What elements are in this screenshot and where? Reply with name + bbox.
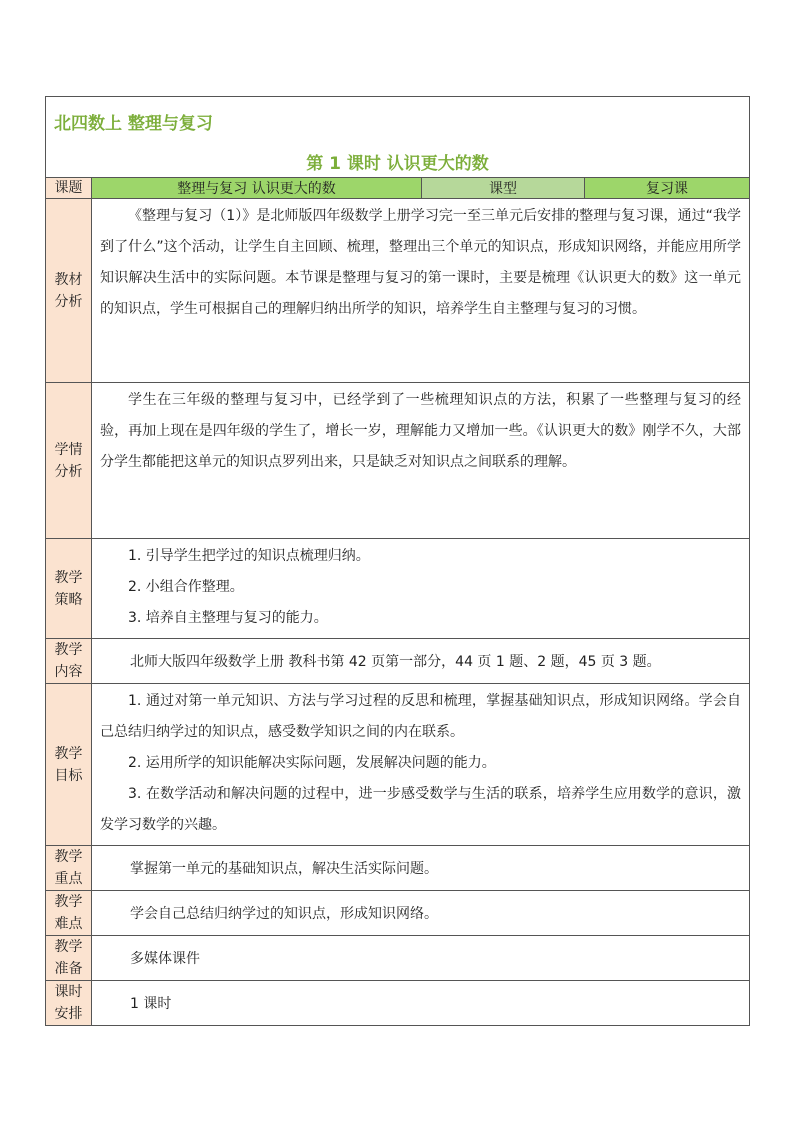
goals-cell [92,684,750,846]
lesson-plan-sheet [45,96,749,1026]
strategy-item: 2. 小组合作整理。 [128,579,244,595]
preparation-text: 多媒体课件 [130,951,200,967]
key-points-label [46,846,92,891]
difficulties-label [46,891,92,936]
preparation-label [46,936,92,981]
schedule-text: 1 课时 [130,996,172,1012]
difficulties-label-text: 教学难点 [54,894,83,932]
title-cell [46,97,750,178]
strategy-cell [92,539,750,639]
schedule-label [46,981,92,1026]
goals-label-text: 教学目标 [54,745,83,784]
key-points-text: 掌握第一单元的基础知识点，解决生活实际问题。 [130,861,438,877]
goals-label [46,684,92,846]
strategy-item: 1. 引导学生把学过的知识点梳理归纳。 [128,548,370,564]
strategy-label-text: 教学策略 [54,569,83,608]
strategy-item: 3. 培养自主整理与复习的能力。 [128,610,328,626]
preparation-label-text: 教学准备 [54,939,83,977]
difficulties-text: 学会自己总结归纳学过的知识点，形成知识网络。 [130,906,438,922]
textbook-analysis-text: 《整理与复习（1）》是北师版四年级数学上册学习完一至三单元后安排的整理与复习课，通过“我学到了什么”这个活动，让学生自主回顾、梳理，整理出三个单元的知识点，形成知识网络，并能应用所学知识解决生活中的实际问题。本节课是整理与复习的第一课时，主要是梳理《认识更大的数》这一单元的知识点，学生可根据自己的理解归纳出所学的知识，培养学生自主整理与复习的习惯。 [100,208,741,317]
key-points-cell [92,846,750,891]
textbook-analysis-cell [92,199,750,383]
difficulties-cell [92,891,750,936]
lesson-title: 第 1 课时 认识更大的数 [306,154,489,174]
content-label [46,639,92,684]
content-cell [92,639,750,684]
key-points-label-text: 教学重点 [54,849,83,887]
textbook-analysis-label-text: 教材分析 [54,271,83,310]
strategy-label [46,539,92,639]
topic-value: 整理与复习 认识更大的数 [92,178,422,199]
textbook-analysis-label [46,199,92,383]
document-title: 北四数上 整理与复习 [54,114,213,134]
goal-item: 2. 运用所学的知识能解决实际问题，发展解决问题的能力。 [128,755,496,771]
preparation-cell [92,936,750,981]
type-value: 复习课 [585,178,750,199]
topic-label: 课题 [46,178,92,199]
schedule-label-text: 课时安排 [54,984,83,1022]
goal-item: 3. 在数学活动和解决问题的过程中，进一步感受数学与生活的联系，培养学生应用数学的意识，激发学习数学的兴趣。 [100,786,741,833]
student-analysis-label-text: 学情分析 [54,441,83,480]
student-analysis-label [46,383,92,539]
student-analysis-cell [92,383,750,539]
schedule-cell [92,981,750,1026]
content-label-text: 教学内容 [54,642,83,680]
goal-item: 1. 通过对第一单元知识、方法与学习过程的反思和梳理，掌握基础知识点，形成知识网络。学会自己总结归纳学过的知识点，感受数学知识之间的内在联系。 [100,693,741,740]
lesson-plan-table [45,96,750,1026]
student-analysis-text: 学生在三年级的整理与复习中，已经学到了一些梳理知识点的方法，积累了一些整理与复习的经验，再加上现在是四年级的学生了，增长一岁，理解能力又增加一些。《认识更大的数》刚学不久，大部分学生都能把这单元的知识点罗列出来，只是缺乏对知识点之间联系的理解。 [100,392,741,470]
type-label: 课型 [422,178,585,199]
content-text: 北师大版四年级数学上册 教科书第 42 页第一部分，44 页 1 题、2 题，45 页 3 题。 [130,654,661,670]
